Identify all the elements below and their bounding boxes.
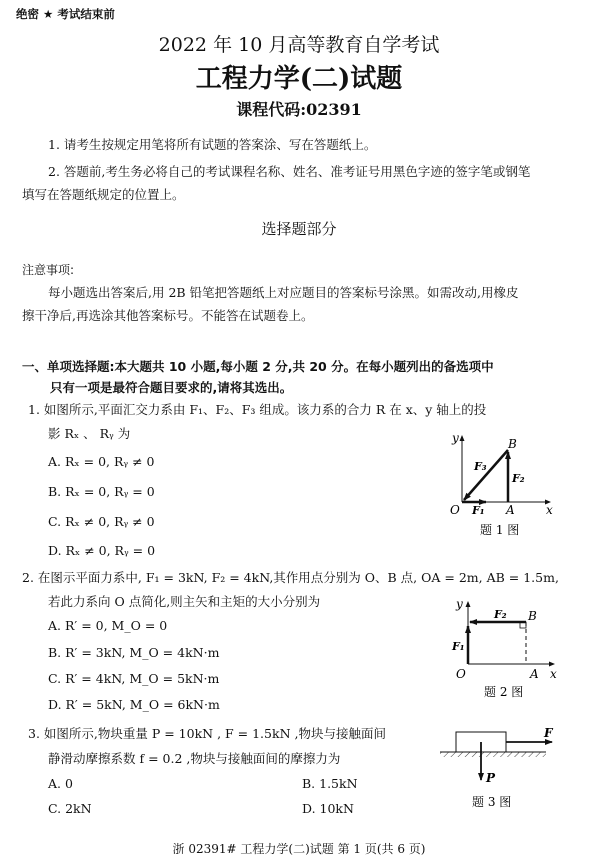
fig3-caption: 题 3 图	[472, 795, 512, 809]
part1-heading-line2: 只有一项是最符合题目要求的,请将其选出。	[50, 380, 293, 395]
q1-option-b: B. Rₓ = 0, Rᵧ = 0	[48, 484, 155, 499]
course-code: 课程代码:02391	[236, 100, 362, 119]
q2-option-c: C. R′ = 4kN, M_O = 5kN·m	[48, 671, 220, 686]
fig2-label-o: O	[456, 667, 466, 681]
q3-option-b: B. 1.5kN	[302, 776, 358, 791]
confidential-mark: 绝密 ★ 考试结束前	[16, 7, 115, 21]
fig2-label-x: x	[550, 667, 557, 681]
fig1-label-f2: F₂	[512, 472, 525, 485]
q2-option-b: B. R′ = 3kN, M_O = 4kN·m	[48, 645, 220, 660]
figure-3	[436, 722, 562, 814]
q3-option-a: A. 0	[48, 776, 73, 791]
q1-stem-line2: 影 Rₓ 、 Rᵧ 为	[48, 426, 131, 441]
notes-line-1: 每小题选出答案后,用 2B 铅笔把答题纸上对应题目的答案标号涂黑。如需改动,用橡皮	[48, 285, 519, 300]
instruction-2-line2: 填写在答题纸规定的位置上。	[22, 187, 185, 202]
part1-heading-line1: 一、单项选择题:本大题共 10 小题,每小题 2 分,共 20 分。在每小题列出的备选项中	[22, 359, 494, 374]
fig1-caption: 题 1 图	[480, 523, 520, 537]
q2-stem-line2: 若此力系向 O 点简化,则主矢和主矩的大小分别为	[48, 594, 321, 609]
figure-2	[446, 596, 566, 702]
notes-line-2: 擦干净后,再选涂其他答案标号。不能答在试题卷上。	[22, 308, 314, 323]
fig3-label-p: P	[486, 771, 496, 785]
fig1-label-x: x	[546, 503, 553, 517]
q3-option-d: D. 10kN	[302, 801, 354, 816]
fig1-f3-arrow	[464, 450, 508, 500]
q1-option-a: A. Rₓ = 0, Rᵧ ≠ 0	[48, 454, 155, 469]
notes-heading: 注意事项:	[22, 263, 75, 277]
fig1-label-b: B	[508, 437, 517, 451]
instruction-1: 1. 请考生按规定用笔将所有试题的答案涂、写在答题纸上。	[48, 137, 377, 152]
figure-1	[440, 430, 570, 540]
fig1-label-f1: F₁	[472, 504, 485, 517]
q3-stem-line1: 3. 如图所示,物块重量 P = 10kN , F = 1.5kN ,物块与接触面间	[28, 726, 386, 741]
q2-option-a: A. R′ = 0, M_O = 0	[48, 618, 168, 633]
q2-stem-line1: 2. 在图示平面力系中, F₁ = 3kN, F₂ = 4kN,其作用点分别为 O、B 点, OA = 2m, AB = 1.5m,	[22, 570, 559, 585]
exam-title: 2022 年 10 月高等教育自学考试	[158, 34, 440, 56]
subject-title: 工程力学(二)试题	[195, 64, 403, 94]
fig2-label-f1: F₁	[452, 640, 465, 653]
fig2-caption: 题 2 图	[484, 685, 524, 699]
fig1-label-o: O	[450, 503, 460, 517]
fig3-ground-hatch	[440, 752, 546, 757]
fig3-label-f: F	[544, 726, 553, 740]
fig2-label-f2: F₂	[494, 608, 507, 621]
q1-stem-line1: 1. 如图所示,平面汇交力系由 F₁、F₂、F₃ 组成。该力系的合力 R 在 x、y 轴上的投	[28, 402, 487, 417]
instruction-2-line1: 2. 答题前,考生务必将自己的考试课程名称、姓名、准考证号用黑色字迹的签字笔或钢笔	[48, 164, 531, 179]
fig2-label-y: y	[456, 597, 463, 611]
fig2-label-a: A	[530, 667, 539, 681]
q3-stem-line2: 静滑动摩擦系数 f = 0.2 ,物块与接触面间的摩擦力为	[48, 751, 341, 766]
q1-option-c: C. Rₓ ≠ 0, Rᵧ ≠ 0	[48, 514, 155, 529]
fig1-label-a: A	[506, 503, 515, 517]
q3-option-c: C. 2kN	[48, 801, 92, 816]
q2-option-d: D. R′ = 5kN, M_O = 6kN·m	[48, 697, 220, 712]
q1-option-d: D. Rₓ ≠ 0, Rᵧ = 0	[48, 543, 156, 558]
fig1-label-y: y	[452, 431, 459, 445]
fig2-label-b: B	[528, 609, 537, 623]
fig1-label-f3: F₃	[474, 460, 487, 473]
page-footer: 浙 02391# 工程力学(二)试题 第 1 页(共 6 页)	[172, 842, 426, 856]
section-title: 选择题部分	[261, 220, 337, 238]
